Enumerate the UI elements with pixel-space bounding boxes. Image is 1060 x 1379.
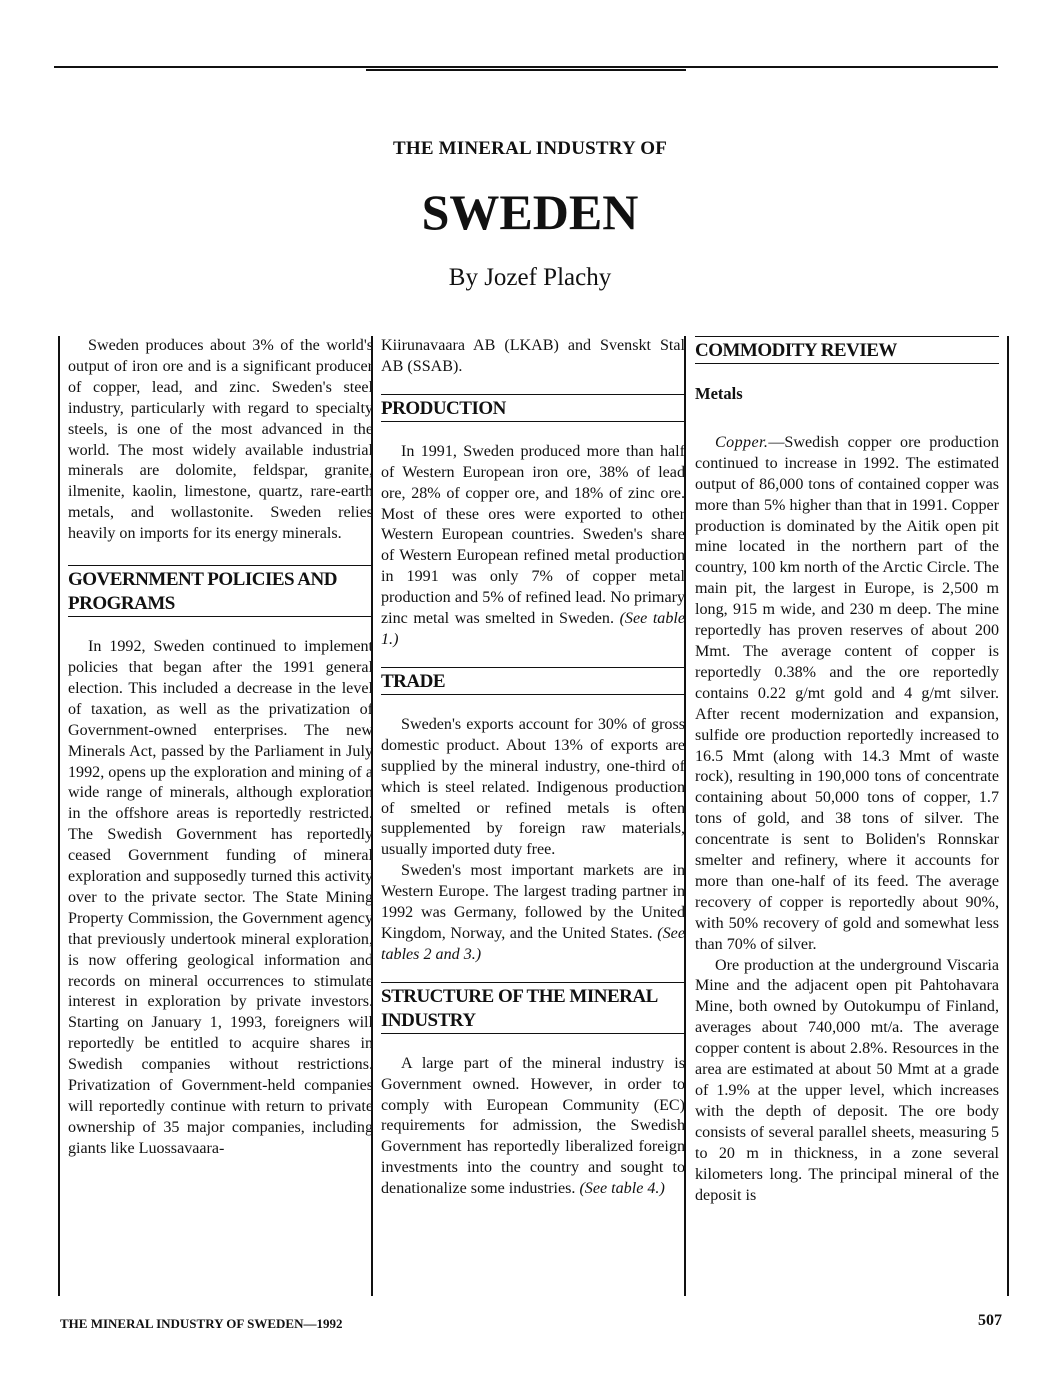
continued-paragraph: Kiirunavaara AB (LKAB) and Svenskt Stal AB (SSAB).	[381, 337, 685, 375]
structure-text: A large part of the mineral industry is Government owned. However, in order to comply with European Community (EC) requirements for admission, the Swedish Government has reportedly liberalized foreign investments into the country and sought to denationalize some industries.	[381, 1054, 685, 1198]
section-heading-commodity-review: COMMODITY REVIEW	[695, 336, 999, 364]
copper-paragraph-2: Ore production at the underground Viscaria Mine and the adjacent open pit Pahtohavara Mine, both owned by Outokumpu of Finland, averages about 740,000 mt/a. The average copper content is about 2.8%. Resources in the area are estimated at about 50 Mmt at a grade of 1.9% at the upper level, which increases with the depth of deposit. The ore body consists of several parallel sheets, measuring 5 to 20 m in thickness, in a zone several kilometers long. The principal mineral of the deposit is	[695, 956, 999, 1204]
production-table-ref: (See table 1.)	[381, 610, 686, 648]
column-3	[684, 336, 1009, 1296]
top-rule-accent	[366, 69, 686, 71]
trade-table-ref: (See tables 2 and 3.)	[381, 924, 685, 963]
subheading-metals: Metals	[695, 384, 743, 403]
structure-paragraph	[381, 1054, 685, 1200]
trade-text-2: Sweden's most important markets are in Western Europe. The largest trading partner in 1992 was Germany, followed by the United Kingdom, Norway, and the United States.	[381, 862, 685, 942]
column-1	[58, 336, 373, 1296]
trade-paragraph-2	[381, 861, 685, 966]
byline: By Jozef Plachy	[448, 264, 612, 291]
production-paragraph	[381, 442, 685, 651]
running-footer: THE MINERAL INDUSTRY OF SWEDEN—1992	[60, 1316, 343, 1331]
section-heading-production: PRODUCTION	[381, 394, 685, 422]
trade-paragraph-1: Sweden's exports account for 30% of gross domestic product. About 13% of exports are supplied by the mineral industry, one-third of which is steel related. Indigenous production of smelted or refined metals is often supplemented by foreign raw materials, usually imported duty free.	[381, 715, 685, 859]
section-heading-structure: STRUCTURE OF THE MINERAL INDUSTRY	[381, 982, 685, 1034]
page-title: SWEDEN	[421, 184, 639, 240]
structure-table-ref: (See table 4.)	[579, 1180, 665, 1198]
section-heading-government: GOVERNMENT POLICIES AND PROGRAMS	[68, 565, 373, 617]
copper-paragraph-1	[695, 433, 999, 956]
copper-text-1: —Swedish copper ore production continued to increase in 1992. The estimated output of 86,000 tons of contained copper was more than 5% higher than that in 1991. Copper production is dominated by the Aitik open pit mine located in the northern part of the country, 100 km north of the Arctic Circle. The main pit, the largest in Europe, is 2,500 m long, 915 m wide, and 230 m deep. The mine reportedly has proven reserves of about 200 Mmt. The average content of copper is reportedly 0.38% and the ore reportedly contains 0.22 g/mt gold and 4 g/mt silver. After recent modernization and expansion, sulfide ore production reportedly increased to 16.5 Mmt (along with 14.3 Mmt of waste rock), resulting in 190,000 tons of concentrate containing about 50,000 tons of copper, 1.7 tons of gold, and 38 tons of silver. The concentrate is sent to Boliden's Ronnskar smelter and refinery, where it accounts for more than one-half of its feed. The average recovery of copper is reportedly about 90%, with 50% recovery of gold and somewhat less than 70% of silver.	[695, 433, 999, 953]
page-number: 507	[978, 1312, 1002, 1329]
section-heading-trade: TRADE	[381, 667, 685, 695]
government-paragraph: In 1992, Sweden continued to implement policies that began after the 1991 general election. This included a decrease in the level of taxation, as well as the privatization of Government-owned enterprises. The new Minerals Act, passed by the Parliament in July 1992, opens up the exploration and mining of a wide range of minerals, although exploration in the offshore areas is reportedly restricted. The Swedish Government has reportedly ceased Government funding of mineral exploration and supposedly turned this activity over to the private sector. The State Mining Property Commission, the Government agency that previously undertook mineral exploration, is now offering geological information and records on mineral occurrences to stimulate interest in exploration by private investors. Starting on January 1, 1993, foreigners will reportedly be entitled to acquire shares in Swedish companies without restrictions. Privatization of Government-held companies will reportedly continue with return to private ownership of 35 major companies, including giants like Luossavaara-	[68, 638, 373, 1157]
copper-label: Copper.	[715, 433, 769, 451]
production-text: In 1991, Sweden produced more than half of Western European iron ore, 38% of lead ore, 28% of copper ore, and 18% of zinc ore. Most of these ores were exported to other Western European countries. Sweden's share of Western European refined metal production in 1991 was only 7% of copper metal production and 5% of refined lead. No primary zinc metal was smelted in Sweden.	[381, 442, 685, 628]
top-rule	[54, 66, 998, 68]
column-2	[371, 336, 685, 1296]
pretitle: THE MINERAL INDUSTRY OF	[392, 138, 667, 159]
intro-paragraph: Sweden produces about 3% of the world's output of iron ore and is a significant producer of copper, lead, and zinc. Sweden's steel industry, particularly with regard to specialty steels, is one of the most advanced in the world. The most widely available industrial minerals are dolomite, feldspar, granite, ilmenite, kaolin, limestone, quartz, rare-earth metals, and wollastonite. Sweden relies heavily on imports for its energy minerals.	[68, 337, 373, 543]
